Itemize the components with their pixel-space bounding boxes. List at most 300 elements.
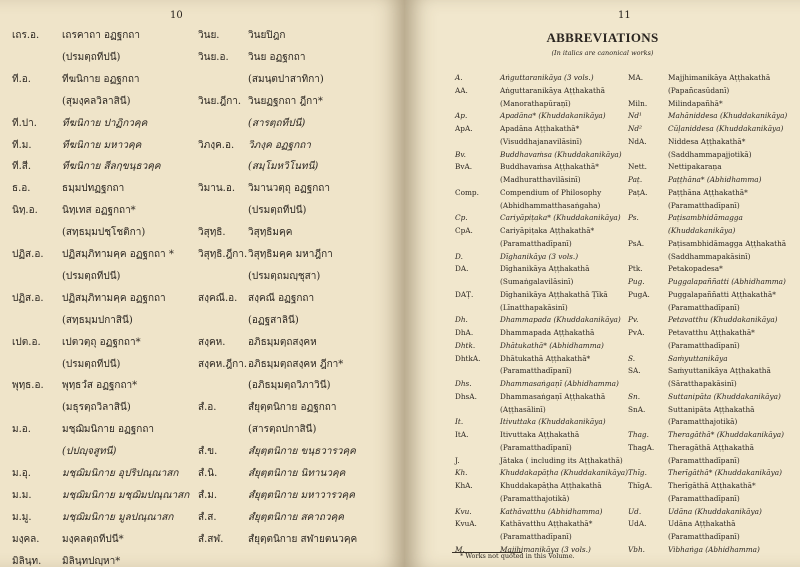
thai-abbr-right: สํ.อ.: [198, 402, 217, 414]
abbreviation-entry: [618, 188, 800, 200]
thai-text-right: วิสุทฺธิมคฺค มหาฎีกา: [248, 249, 333, 260]
abbreviation-code: D.: [455, 251, 463, 261]
abbreviation-title: Aṅguttaranikāya (3 vols.): [500, 73, 594, 82]
thai-text-right: (ปรมตฺถทีปนี): [248, 205, 307, 217]
thai-abbr-right: สํ.ม.: [198, 489, 218, 501]
abbreviation-title: (Manorathapūraṇī): [500, 98, 571, 108]
abbreviation-entry: [618, 494, 800, 506]
abbreviation-title: Apadāna* (Khuddakanikāya): [500, 111, 606, 121]
abbreviation-entry: [618, 532, 800, 544]
thai-text-left: มชฺฌิมนิกาย มูลปณฺณาสก: [62, 511, 174, 523]
thai-abbr-left: ม.อุ.: [12, 468, 31, 479]
abbreviation-code: A.: [455, 73, 463, 82]
abbreviation-title: Compendium of Philosophy: [500, 187, 602, 197]
abbreviation-entry: [405, 226, 620, 238]
thai-text-right: สํยุตฺตนิกาย ขนฺธวารวคฺค: [248, 446, 356, 458]
abbreviation-title: Suttanipāta (Khuddakanikāya): [668, 391, 781, 401]
thai-text-left: (สุมงฺคลวิลาสินี): [62, 95, 131, 107]
abbreviation-title: Majjhimanikāya Aṭṭhakathā: [668, 73, 771, 82]
page-title: ABBREVIATIONS: [546, 30, 659, 45]
right-page: [405, 0, 800, 567]
thai-abbr-left: ที.อ.: [12, 73, 31, 85]
thai-abbr-right: สงฺคห.: [198, 336, 226, 348]
thai-text-right: (สารตฺถทีปนี): [248, 117, 306, 129]
page-number-right: 11: [618, 10, 631, 21]
abbreviation-entry: [405, 430, 620, 442]
abbreviation-title: Kathāvatthu (Abhidhamma): [500, 506, 603, 516]
thai-abbr-left: เปต.อ.: [12, 336, 41, 348]
abbreviation-entry: [405, 507, 620, 519]
abbreviation-code: Thag.: [628, 430, 649, 439]
thai-text-right: วินยปิฎก: [248, 30, 286, 41]
abbreviation-code: Vbh.: [628, 544, 645, 554]
thai-text-left: ทีฆนิกาย มหาวคฺค: [62, 139, 142, 151]
thai-abbr-left: ธ.อ.: [12, 183, 31, 195]
abbreviation-title: Paṭisambhidāmagga Aṭṭhakathā: [668, 238, 787, 248]
abbreviation-entry: [405, 519, 620, 531]
thai-abbr-right: สํ.ข.: [198, 446, 218, 458]
thai-row: [0, 444, 405, 462]
abbreviation-entry: [405, 354, 620, 366]
footnote: * Works not quoted in this Volume.: [460, 552, 575, 560]
thai-text-left: ทีฆนิกาย ปาฏิกวคฺค: [62, 117, 148, 129]
abbreviation-code: M.: [455, 544, 465, 554]
abbreviation-title: Dhātukathā Aṭṭhakathā*: [500, 353, 591, 363]
abbreviation-code: Nett.: [628, 162, 647, 172]
abbreviation-code: Miln.: [628, 98, 648, 108]
abbreviation-title: Niddesa Aṭṭhakathā*: [668, 136, 746, 146]
abbreviation-code: Dhtk.: [455, 340, 476, 350]
abbreviation-entry: [618, 366, 800, 378]
thai-row: [0, 400, 405, 418]
abbreviation-entry: [618, 150, 800, 162]
thai-row: [0, 510, 405, 528]
abbreviation-title: (Paramatthadīpanī): [668, 455, 740, 465]
abbreviation-entry: [618, 507, 800, 519]
abbreviation-code: Thīg.: [628, 468, 647, 478]
abbreviation-code: UdA.: [628, 519, 647, 529]
thai-text-left: (ปรมตฺถทีปนี): [62, 270, 121, 282]
abbreviation-title: Dīghanikāya (3 vols.): [500, 251, 579, 261]
thai-text-left: (สทฺธมฺมปกาสินี): [62, 314, 133, 326]
abbreviation-entry: [405, 86, 620, 98]
thai-text-left: ทีฆนิกาย อฏฐกถา: [62, 73, 140, 85]
thai-text-left: (ปรมตฺถทีปนี): [62, 358, 121, 370]
thai-abbr-right: วิสุทฺธิ.ฎีกา.: [198, 249, 248, 260]
thai-row: [0, 422, 405, 440]
thai-abbr-right: วินย.ฎีกา.: [198, 95, 242, 107]
abbreviation-entry: [618, 175, 800, 187]
abbreviation-entry: [405, 315, 620, 327]
thai-text-right: (สมนฺตปาสาทิกา): [248, 73, 324, 85]
thai-text-right: วินยฏฐกถา ฎีกา*: [248, 95, 323, 107]
abbreviation-title: Paṭisambhidāmagga: [668, 213, 743, 223]
abbreviation-entry: [618, 341, 800, 353]
abbreviation-entry: [618, 252, 800, 264]
thai-text-right: สํยุตฺตนิกาย สฬายตนวคฺค: [248, 533, 358, 545]
abbreviation-code: Dhs.: [455, 379, 472, 388]
thai-text-right: วิสุทฺธิมคฺค: [248, 227, 293, 239]
thai-abbr-left: ม.มู.: [12, 511, 32, 523]
abbreviation-title: (Paramatthajotikā): [500, 493, 570, 503]
abbreviation-entry: [405, 379, 620, 391]
abbreviation-title: Mahāniddesa (Khuddakanikāya): [668, 111, 788, 121]
thai-text-right: สํยุตฺตนิกาย อฏฐกถา: [248, 402, 337, 414]
thai-row: [0, 138, 405, 156]
thai-text-right: สํยุตฺตนิกาย นิทานวคฺค: [248, 468, 346, 479]
thai-text-right: สํยุตฺตนิกาย สคาถวคฺค: [248, 511, 344, 523]
thai-row: [0, 378, 405, 396]
abbreviation-entry: [405, 481, 620, 493]
thai-abbr-left: มิลินฺท.: [12, 555, 42, 567]
thai-text-left: มิลินฺทปญฺหา*: [62, 555, 121, 567]
abbreviation-entry: [405, 405, 620, 417]
abbreviation-code: PsA.: [628, 238, 645, 248]
abbreviation-code: Pug.: [628, 277, 645, 286]
abbreviation-code: Sn.: [628, 391, 641, 401]
abbreviation-code: ThagA.: [628, 442, 655, 452]
abbreviation-code: DA.: [455, 264, 469, 274]
abbreviation-entry: [618, 201, 800, 213]
thai-abbr-left: มงฺคล.: [12, 533, 40, 545]
abbreviation-title: (Abhidhammatthasaṅgaha): [500, 200, 601, 210]
abbreviation-code: KhA.: [455, 481, 473, 490]
thai-abbr-right: วิมาน.อ.: [198, 183, 236, 195]
abbreviation-entry: [405, 468, 628, 480]
abbreviation-title: Petavatthu Aṭṭhakathā*: [668, 328, 755, 337]
thai-text-right: สงฺคณี อฏฐกถา: [248, 292, 315, 304]
abbreviation-entry: [618, 290, 800, 302]
abbreviation-code: DAṬ.: [455, 289, 474, 299]
abbreviation-entry: [618, 456, 800, 468]
thai-text-right: (ปรมตฺถมญฺชุสา): [248, 270, 321, 282]
thai-text-right: (อฏฐสาลินี): [248, 314, 299, 326]
abbreviation-title: Buddhavaṁsa (Khuddakanikāya): [500, 149, 622, 159]
thai-text-left: ปฏิสมฺภิทามคฺค อฏฐกถา *: [62, 249, 174, 260]
abbreviation-entry: [618, 354, 800, 366]
abbreviation-entry: [618, 111, 800, 123]
abbreviation-code: BvA.: [455, 162, 473, 172]
abbreviation-title: Udāna (Khuddakanikāya): [668, 506, 762, 516]
abbreviation-title: Dīghanikāya Aṭṭhakathā Ṭīkā: [500, 289, 608, 299]
abbreviation-code: Ud.: [628, 506, 642, 516]
abbreviation-code: Cp.: [455, 213, 468, 223]
abbreviation-entry: [405, 213, 620, 225]
abbreviation-entry: [405, 303, 620, 315]
abbreviation-code: Nd²: [628, 124, 642, 133]
abbreviation-entry: [405, 99, 620, 111]
thai-abbr-right: สํ.นิ.: [198, 468, 218, 479]
abbreviation-entry: [618, 430, 800, 442]
thai-row: [0, 159, 405, 177]
abbreviation-title: Theragāthā* (Khuddakanikāya): [668, 430, 784, 439]
abbreviation-title: (Paramatthadīpanī): [500, 442, 572, 452]
thai-row: [0, 488, 405, 506]
abbreviation-title: (Paramatthadīpanī): [500, 238, 572, 248]
abbreviation-title: Jātaka ( including its Aṭṭhakathā): [500, 455, 623, 465]
abbreviation-title: Therīgāthā* (Khuddakanikāya): [668, 468, 782, 478]
abbreviation-title: Itivuttaka (Khuddakanikāya): [500, 417, 606, 427]
abbreviation-title: Dīghanikāya Aṭṭhakathā: [500, 264, 590, 274]
abbreviation-entry: [405, 277, 620, 289]
abbreviation-entry: [618, 86, 800, 98]
abbreviation-entry: [405, 443, 620, 455]
thai-abbr-right: สงฺคณี.อ.: [198, 292, 238, 304]
abbreviation-title: (Madhuratthavilāsinī): [500, 175, 581, 184]
abbreviation-code: Paṭ.: [628, 175, 643, 184]
abbreviation-code: DhtkA.: [455, 353, 481, 363]
abbreviation-title: Dhammasaṅgaṇī Aṭṭhakathā: [500, 391, 606, 401]
abbreviation-code: Nd¹: [628, 111, 642, 121]
abbreviation-code: Kh.: [455, 468, 468, 478]
abbreviation-title: (Paramatthadīpanī): [668, 200, 740, 210]
abbreviation-entry: [405, 124, 620, 136]
abbreviation-code: Pv.: [628, 315, 639, 325]
abbreviation-title: (Sāratthapakāsinī): [668, 379, 737, 388]
thai-text-right: (อภิธมฺมตฺถวิภาวินี): [248, 380, 331, 392]
abbreviation-entry: [618, 379, 800, 391]
abbreviation-entry: [618, 213, 800, 225]
thai-text-right: วินย อฏฐกถา: [248, 51, 306, 63]
abbreviation-title: Cūḷaniddesa (Khuddakanikāya): [668, 124, 784, 133]
abbreviation-entry: [618, 277, 800, 289]
abbreviation-code: KvuA.: [455, 519, 477, 529]
abbreviation-entry: [405, 532, 620, 544]
thai-text-right: วิภงฺค อฏฐกถา: [248, 139, 311, 151]
abbreviation-title: (Saddhammapakāsinī): [668, 251, 751, 261]
abbreviation-code: NdA.: [628, 136, 647, 146]
abbreviation-title: (Paramatthadīpanī): [668, 302, 740, 312]
abbreviation-code: ThīgA.: [628, 481, 653, 490]
abbreviation-entry: [405, 417, 620, 429]
thai-text-right: วิมานวตฺถุ อฏฐกถา: [248, 183, 330, 195]
page-number-left: 10: [170, 10, 183, 21]
abbreviation-code: AA.: [455, 85, 468, 95]
thai-abbr-right: สํ.ส.: [198, 511, 217, 523]
abbreviation-entry: [618, 468, 800, 480]
abbreviation-entry: [618, 73, 800, 85]
abbreviation-entry: [618, 226, 800, 238]
abbreviation-code: ItA.: [455, 430, 469, 439]
abbreviation-title: Puggalapaññatti Aṭṭhakathā*: [668, 289, 776, 299]
abbreviation-code: SnA.: [628, 404, 646, 414]
abbreviation-code: J.: [455, 455, 460, 465]
thai-abbr-left: ม.อ.: [12, 424, 31, 436]
thai-text-left: นิทฺเทส อฏฐกถา*: [62, 205, 136, 217]
thai-row: [0, 28, 405, 46]
abbreviation-code: Kvu.: [455, 506, 472, 516]
abbreviation-title: Saṁyuttanikāya: [668, 353, 728, 363]
abbreviation-title: Kathāvatthu Aṭṭhakathā*: [500, 519, 593, 529]
abbreviation-title: Saṁyuttanikāya Aṭṭhakathā: [668, 366, 771, 376]
thai-row: [0, 357, 405, 375]
abbreviation-entry: [618, 392, 800, 404]
thai-text-left: เถรคาถา อฏฐกถา: [62, 30, 140, 41]
thai-abbr-left: ม.ม.: [12, 489, 32, 501]
abbreviation-title: Puggalapaññatti (Abhidhamma): [668, 277, 786, 286]
thai-text-left: ธมฺมปทฏฐกถา: [62, 183, 125, 195]
thai-abbr-left: เถร.อ.: [12, 30, 40, 41]
abbreviation-title: Dhammasaṅgaṇī (Abhidhamma): [500, 379, 619, 388]
abbreviation-title: Khuddakapāṭha Aṭṭhakathā: [500, 481, 602, 490]
abbreviation-title: Apadāna Aṭṭhakathā*: [500, 124, 580, 133]
abbreviation-entry: [405, 111, 620, 123]
thai-row: [0, 72, 405, 90]
abbreviation-entry: [405, 455, 623, 468]
abbreviation-title: (Papañcasūdanī): [668, 85, 730, 95]
abbreviation-entry: [405, 175, 620, 187]
abbreviation-entry: [405, 201, 620, 213]
abbreviation-entry: [405, 188, 620, 200]
thai-row: [0, 225, 405, 243]
abbreviation-code: S.: [628, 353, 636, 363]
thai-abbr-right: สํ.สฬ.: [198, 533, 224, 545]
abbreviation-title: Paṭṭhāna Aṭṭhakathā*: [668, 187, 748, 197]
abbreviation-title: Khuddakapāṭha (Khuddakanikāya): [500, 468, 628, 478]
abbreviation-code: Comp.: [455, 187, 479, 197]
abbreviation-code: PaṭA.: [628, 187, 648, 197]
thai-text-left: มชฺฌิมนิกาย มชฺฌิมปณฺณาสก: [62, 489, 190, 501]
thai-row: [0, 554, 405, 567]
abbreviation-entry: [618, 124, 800, 136]
abbreviation-entry: [405, 341, 620, 353]
thai-row: [0, 466, 405, 484]
abbreviation-entry: [405, 252, 620, 264]
abbreviation-code: Ptk.: [628, 264, 643, 274]
abbreviation-title: Paṭṭhāna* (Abhidhamma): [668, 175, 762, 184]
abbreviation-title: (Sumaṅgalavilāsinī): [500, 277, 574, 286]
thai-text-right: อภิธมฺมตฺถสงฺคห ฎีกา*: [248, 358, 344, 370]
thai-text-right: อภิธมฺมตฺถสงฺคห: [248, 336, 317, 348]
abbreviation-code: It.: [455, 417, 464, 427]
thai-abbr-left: พุทฺธ.อ.: [12, 380, 44, 392]
abbreviation-entry: [618, 519, 800, 531]
abbreviation-title: Cariyāpiṭaka Aṭṭhakathā*: [500, 226, 595, 235]
abbreviation-entry: [618, 239, 800, 251]
thai-text-left: (มธุรตฺถวิลาสินี): [62, 402, 131, 414]
thai-text-right: สํยุตฺตนิกาย มหาวารวคฺค: [248, 489, 355, 501]
abbreviation-title: (Paramatthadīpanī): [668, 493, 740, 503]
thai-text-right: (สมฺโมหวิโนทนี): [248, 161, 319, 173]
thai-abbr-left: นิทฺ.อ.: [12, 205, 38, 217]
thai-abbr-right: วินย.อ.: [198, 51, 229, 63]
page-subtitle: (In italics are canonical works): [551, 49, 654, 57]
thai-text-left: (ปรมตฺถทีปนี): [62, 51, 121, 63]
abbreviation-entry: [405, 162, 620, 174]
thai-row: [0, 94, 405, 112]
thai-abbr-right: วิภงฺค.อ.: [198, 139, 235, 151]
abbreviation-code: Bv.: [455, 149, 466, 159]
thai-row: [0, 335, 405, 353]
abbreviation-entry: [618, 405, 800, 417]
thai-text-left: มชฺฌิมนิกาย อุปริปณฺณาสก: [62, 468, 179, 479]
abbreviation-title: Petavatthu (Khuddakanikāya): [668, 315, 778, 325]
abbreviation-code: MA.: [628, 73, 644, 82]
thai-row: [0, 532, 405, 550]
thai-row: [0, 50, 405, 68]
thai-text-left: ทีฆนิกาย สีลกฺขนฺธวคฺค: [62, 161, 161, 173]
abbreviation-entry: [405, 150, 620, 162]
abbreviation-title: Suttanipāta Aṭṭhakathā: [668, 404, 755, 414]
abbreviation-entry: [618, 545, 800, 557]
abbreviation-title: (Paramatthadīpanī): [500, 532, 572, 541]
thai-abbr-left: ที.สี.: [12, 161, 32, 173]
abbreviation-entry: [405, 392, 620, 404]
abbreviation-entry: [405, 290, 620, 302]
thai-text-left: เปตวตฺถุ อฏฐกถา*: [62, 336, 141, 348]
thai-abbr-right: สงฺคห.ฎีกา.: [198, 358, 248, 370]
abbreviation-title: Vibhaṅga (Abhidhamma): [668, 544, 760, 554]
abbreviation-entry: [405, 73, 620, 85]
abbreviation-code: ApA.: [455, 124, 473, 133]
abbreviation-entry: [405, 137, 620, 149]
thai-text-left: (ปปญฺจสูทนี): [62, 446, 117, 458]
abbreviation-code: DhsA.: [455, 391, 477, 401]
thai-text-left: มชฺฌิมนิกาย อฏฐกถา: [62, 424, 155, 436]
abbreviation-title: (Paramatthadīpanī): [668, 340, 740, 350]
abbreviation-entry: [405, 328, 620, 340]
thai-row: [0, 181, 405, 199]
abbreviation-code: DhA.: [455, 328, 474, 337]
abbreviation-title: Petakopadesa*: [668, 264, 723, 274]
abbreviation-entry: [618, 481, 800, 493]
abbreviation-code: PugA.: [628, 289, 650, 299]
abbreviation-title: (Saddhammapajjotikā): [668, 149, 752, 159]
abbreviation-entry: [618, 99, 800, 111]
abbreviation-code: Dh.: [455, 315, 468, 325]
abbreviation-title: Majjhimanikāya (3 vols.): [500, 544, 591, 554]
abbreviation-entry: [405, 264, 620, 276]
abbreviation-title: Dhammapada Aṭṭhakathā: [500, 328, 595, 337]
thai-row: [0, 116, 405, 134]
thai-abbr-right: วิสุทฺธิ.: [198, 227, 226, 239]
thai-row: [0, 291, 405, 309]
abbreviation-title: (Paramatthajotikā): [668, 417, 738, 427]
thai-text-left: (สทฺธมฺมปชฺโชติกา): [62, 227, 146, 239]
abbreviation-title: Theragāthā Aṭṭhakathā: [668, 442, 754, 452]
thai-row: [0, 247, 405, 265]
thai-text-right: (สารตฺถปกาสินี): [248, 424, 317, 436]
abbreviation-entry: [618, 264, 800, 276]
abbreviation-entry: [405, 366, 620, 378]
abbreviation-entry: [618, 315, 800, 327]
abbreviation-title: (Khuddakanikāya): [668, 226, 736, 235]
thai-abbr-left: ปฏิส.อ.: [12, 249, 44, 260]
abbreviation-title: (Aṭṭhasālinī): [500, 404, 546, 414]
thai-abbr-left: ที.ม.: [12, 139, 32, 151]
abbreviation-entry: [618, 162, 800, 174]
thai-text-left: พุทฺธวํส อฏฐกถา*: [62, 380, 138, 392]
thai-abbr-left: ที.ปา.: [12, 117, 37, 129]
abbreviation-code: Ap.: [455, 111, 468, 121]
abbreviation-title: Milindapañhā*: [668, 98, 723, 108]
thai-abbr-left: ปฏิส.อ.: [12, 292, 44, 304]
abbreviation-title: Therīgāthā Aṭṭhakathā*: [668, 481, 756, 490]
thai-text-left: ปฏิสมฺภิทามคฺค อฏฐกถา: [62, 292, 166, 304]
abbreviation-code: CpA.: [455, 226, 473, 235]
abbreviation-code: PvA.: [628, 328, 645, 337]
abbreviation-code: Ps.: [628, 213, 639, 223]
abbreviation-code: SA.: [628, 366, 641, 376]
abbreviation-title: Dhātukathā* (Abhidhamma): [500, 340, 604, 350]
abbreviation-entry: [405, 239, 620, 251]
abbreviation-entry: [618, 303, 800, 315]
abbreviation-title: Nettipakaraṇa: [668, 162, 722, 172]
abbreviation-entry: [618, 137, 800, 149]
thai-row: [0, 203, 405, 221]
abbreviation-title: (Paramatthadīpanī): [668, 532, 740, 541]
abbreviation-title: Udāna Aṭṭhakathā: [668, 519, 736, 529]
